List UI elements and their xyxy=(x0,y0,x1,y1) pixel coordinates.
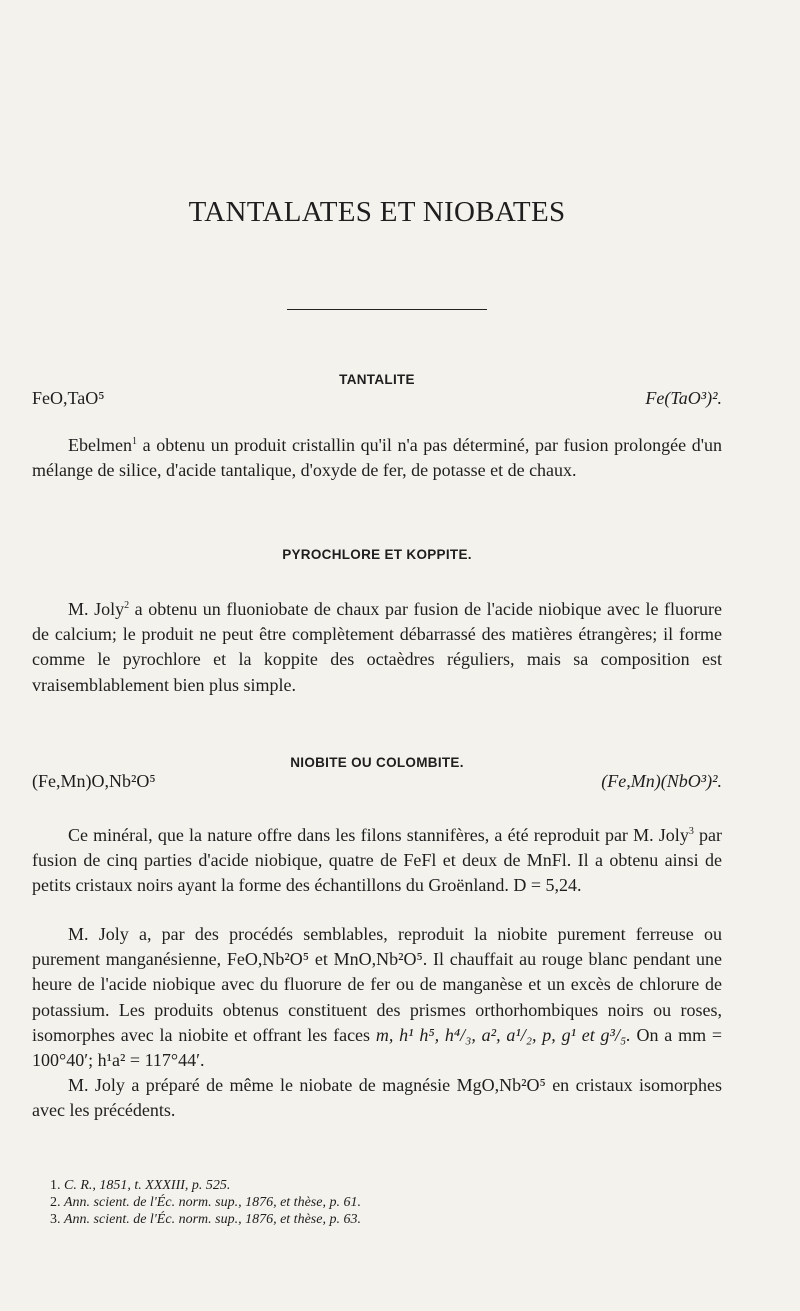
paragraph-niobite-2-text: M. Joly a, par des procédés semblables, reproduit la niobite purement ferreuse ou purement manganésienne, FeO,Nb²O⁵ et MnO,Nb²O⁵. Il chauffait au rouge blanc pendant une heure de l'acide niobique avec du fluorure de fer ou de manganèse et un excès de chlorure de potassium. Les produits obtenus constituent des prismes orthorhombiques noirs ou roses, isomorphes avec la niobite et offrant les faces xyxy=(32,924,722,1045)
footnote-ref-2: 2 xyxy=(124,600,130,611)
formula-niobite-salt: (Fe,Mn)(NbO³)². xyxy=(601,771,722,791)
author-joly: M. Joly xyxy=(68,599,125,619)
paragraph-pyrochlore-text: a obtenu un fluoniobate de chaux par fusion de l'acide niobique avec le fluorure de calcium; le produit ne peut être complètement débarrassé des matières étrangères; il forme comme le pyrochlore et la koppite des octaèdres réguliers, mais sa composition est vraisemblablement bien plus simple. xyxy=(32,599,723,695)
paragraph-niobite-3: M. Joly a préparé de même le niobate de magnésie MgO,Nb²O⁵ en cristaux isomorphes avec les précédents. xyxy=(32,1075,722,1121)
footnote-2-number: 2. xyxy=(50,1195,61,1210)
footnote-ref-1: 1 xyxy=(131,436,137,447)
footnote-2-text: Ann. scient. de l'Éc. norm. sup., 1876, et thèse, p. 61. xyxy=(64,1195,361,1210)
page-title: TANTALATES ET NIOBATES xyxy=(188,196,566,228)
formula-niobite-oxide: (Fe,Mn)O,Nb²O⁵ xyxy=(32,771,156,791)
section-heading-niobite: NIOBITE OU COLOMBITE. xyxy=(290,755,464,770)
paragraph-niobite-2 xyxy=(32,922,722,1073)
crystal-angles: On a mm = 100°40′; h¹a² = 117°44′. xyxy=(32,1024,723,1071)
footnote-2 xyxy=(50,1194,720,1211)
title-rule xyxy=(287,309,487,310)
paragraph-tantalite-text: a obtenu un produit cristallin qu'il n'a pas déterminé, par fusion prolongée d'un mélange de silice, d'acide tantalique, d'oxyde de fer, de potasse et de chaux. xyxy=(32,435,722,481)
section-heading-pyrochlore: PYROCHLORE ET KOPPITE. xyxy=(282,547,472,562)
section-heading-tantalite: TANTALITE xyxy=(339,372,415,387)
paragraph-pyrochlore xyxy=(32,597,722,698)
author-ebelmen: Ebelmen xyxy=(68,435,132,455)
paragraph-niobite-1 xyxy=(32,823,722,899)
paragraph-tantalite xyxy=(32,433,722,483)
footnote-ref-3: 3 xyxy=(688,826,694,837)
paragraph-niobite-1-text-b: par fusion de cinq parties d'acide niobique, quatre de FeFl et deux de MnFl. Il a obtenu ainsi de petits cristaux noirs ayant la forme des échantillons du Groënland. D = 5,24. xyxy=(32,825,722,896)
footnote-3 xyxy=(50,1211,720,1228)
bleed-through-text xyxy=(30,60,770,82)
footnotes xyxy=(50,1177,720,1228)
footnote-3-number: 3. xyxy=(50,1212,61,1227)
footnote-1-text: C. R., 1851, t. XXXIII, p. 525. xyxy=(64,1178,231,1193)
crystal-faces: m, h¹ h⁵, h⁴/₃, a², a¹/₂, p, g¹ et g³/₅. xyxy=(375,1024,631,1045)
footnote-1 xyxy=(50,1177,720,1194)
formula-tantalite-salt: Fe(TaO³)². xyxy=(645,388,722,408)
paragraph-niobite-1-text-a: Ce minéral, que la nature offre dans les filons stannifères, a été reproduit par M. Joly xyxy=(68,825,689,845)
formula-tantalite-oxide: FeO,TaO⁵ xyxy=(32,388,105,408)
footnote-3-text: Ann. scient. de l'Éc. norm. sup., 1876, et thèse, p. 63. xyxy=(64,1212,361,1227)
footnote-1-number: 1. xyxy=(50,1178,61,1193)
